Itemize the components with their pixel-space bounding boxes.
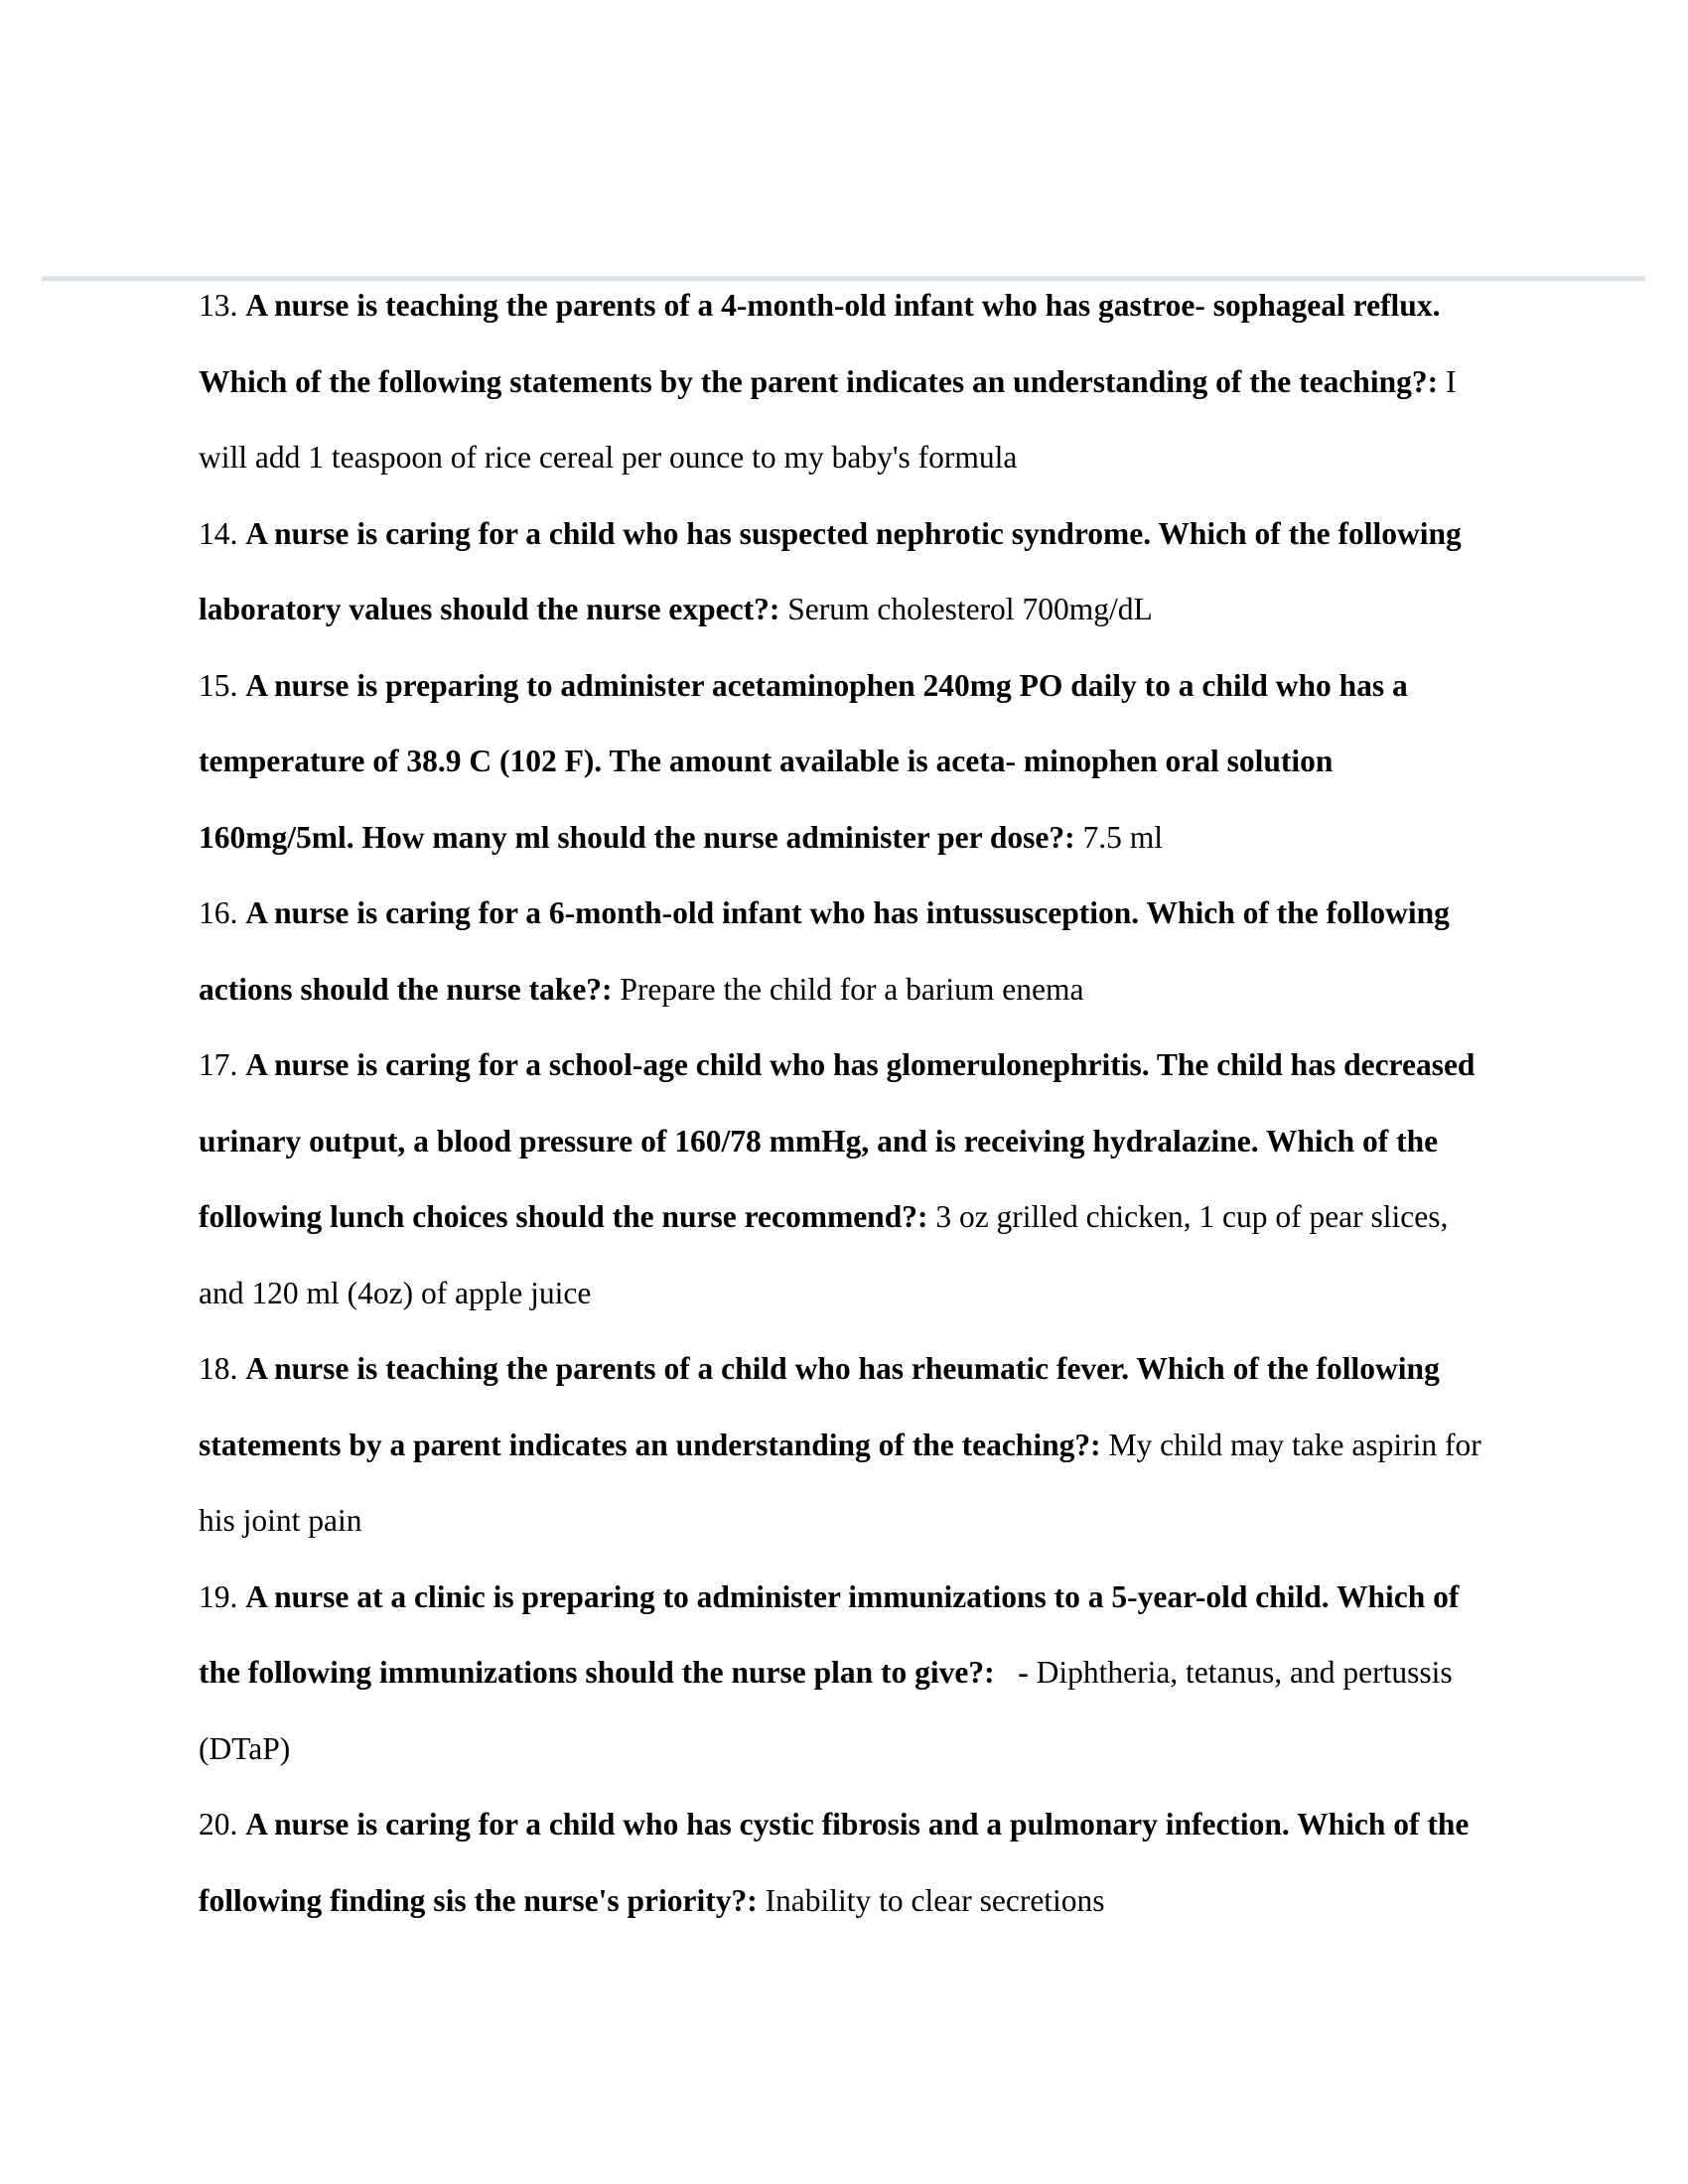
answer-text: Prepare the child for a barium enema — [620, 971, 1084, 1007]
item-number: 20. — [199, 1807, 238, 1842]
item-number: 14. — [199, 515, 238, 551]
answer-text: 3 oz grilled chicken, 1 cup of pear slices, and 120 ml (4oz) of apple juice — [199, 1199, 1449, 1310]
qa-item-16 — [199, 876, 1489, 1027]
question-text: A nurse is caring for a school-age child who has glomerulonephritis. The child has decreased urinary output, a blood pressure of 160/78 mmHg, and is receiving hydralazine. Which of the following lunch choices should the nurse recommend?: — [199, 1047, 1476, 1234]
question-text: A nurse is caring for a 6-month-old infant who has intussusception. Which of the following actions should the nurse take?: — [199, 895, 1450, 1007]
answer-text: Inability to clear secretions — [765, 1882, 1105, 1918]
qa-item-18 — [199, 1331, 1489, 1560]
question-text: A nurse is caring for a child who has suspected nephrotic syndrome. Which of the following laboratory values should the nurse expect?: — [199, 515, 1462, 626]
item-number: 13. — [199, 288, 238, 323]
question-text: A nurse is preparing to administer acetaminophen 240mg PO daily to a child who has a temperature of 38.9 C (102 F). The amount available is aceta- minophen oral solution 160mg/5ml. How many ml should the nurse administer per dose?: — [199, 667, 1408, 855]
qa-item-15 — [199, 648, 1489, 877]
question-text: A nurse is teaching the parents of a child who has rheumatic fever. Which of the following statements by a parent indicates an understanding of the teaching?: — [199, 1351, 1440, 1462]
item-number: 16. — [199, 895, 238, 930]
question-text: A nurse is teaching the parents of a 4-month-old infant who has gastroe- sophageal reflux. Which of the following statements by the parent indicates an understanding of the teaching?: — [199, 288, 1441, 399]
answer-text: I will add 1 teaspoon of rice cereal per ounce to my baby's formula — [199, 363, 1457, 475]
qa-item-14 — [199, 496, 1489, 648]
item-number: 17. — [199, 1047, 238, 1082]
question-text: A nurse at a clinic is preparing to administer immunizations to a 5-year-old child. Which of the following immunizations should the nurse plan to give?: — [199, 1578, 1460, 1690]
answer-prefix: - — [1018, 1655, 1029, 1690]
item-number: 18. — [199, 1351, 238, 1386]
answer-text: Serum cholesterol 700mg/dL — [787, 592, 1153, 626]
item-number: 15. — [199, 667, 238, 703]
qa-item-19 — [199, 1560, 1489, 1788]
answer-text: 7.5 ml — [1082, 819, 1164, 855]
qa-item-13 — [199, 268, 1489, 496]
qa-item-17 — [199, 1027, 1489, 1331]
item-number: 19. — [199, 1578, 238, 1614]
question-list — [199, 268, 1489, 1939]
qa-item-20 — [199, 1787, 1489, 1939]
answer-text: My child may take aspirin for his joint pain — [199, 1427, 1481, 1538]
answer-text: Diphtheria, tetanus, and pertussis (DTaP) — [199, 1655, 1453, 1766]
question-text: A nurse is caring for a child who has cystic fibrosis and a pulmonary infection. Which of the following finding sis the nurse's priority?: — [199, 1807, 1470, 1918]
